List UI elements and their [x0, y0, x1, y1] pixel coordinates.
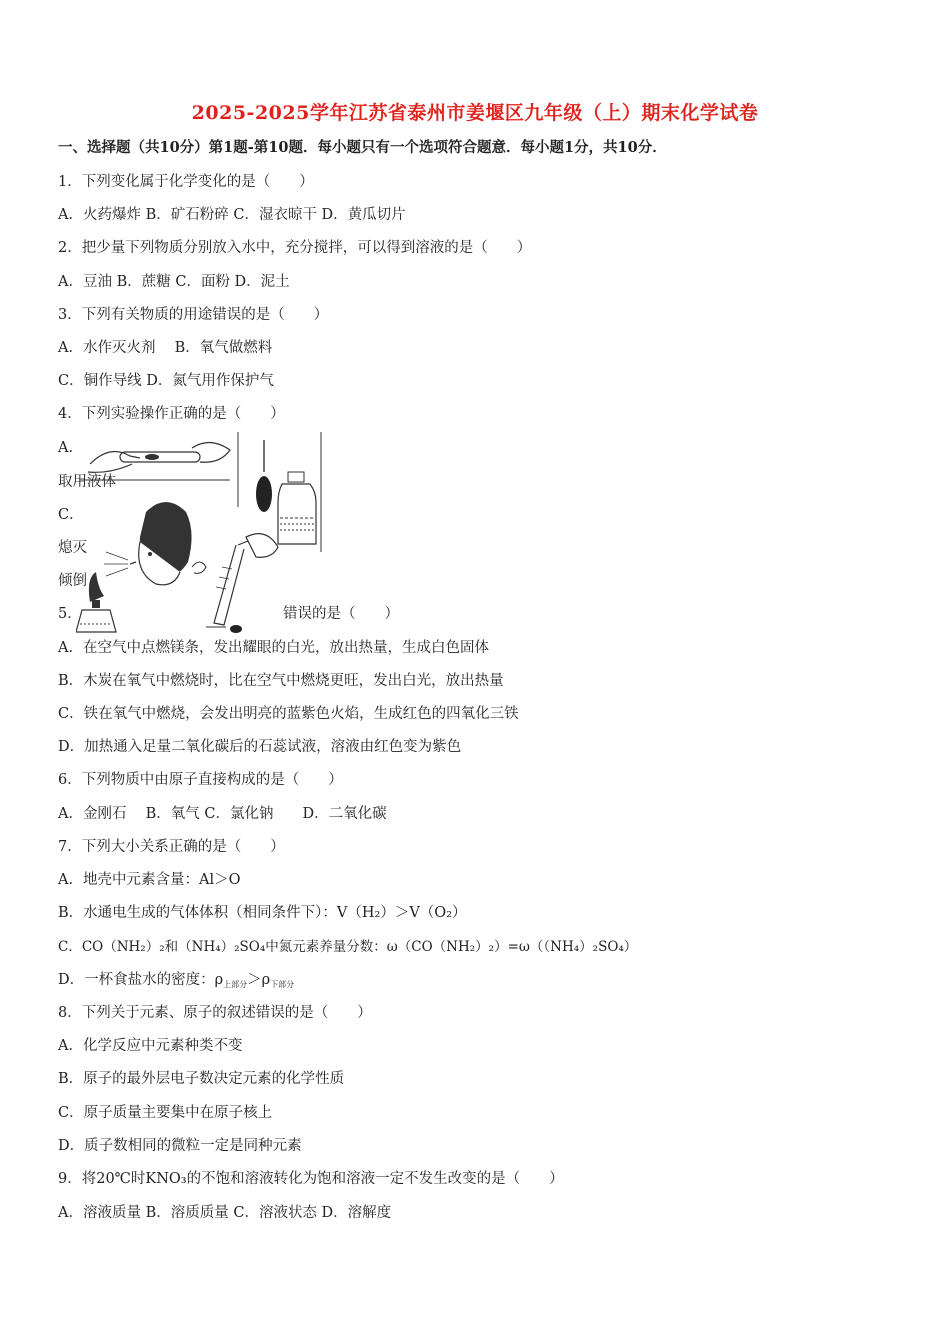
question-7-option-a: A．地壳中元素含量：Al＞O — [58, 872, 241, 888]
question-8-option-d: D．质子数相同的微粒一定是同种元素 — [58, 1138, 302, 1154]
question-7-option-d — [58, 970, 294, 995]
question-5-option-d: D．加热通入足量二氧化碳后的石蕊试液，溶液由红色变为紫色 — [58, 739, 462, 755]
density-top-subscript: 上部分 — [223, 980, 248, 989]
question-7-option-d-compare: ＞ρ — [247, 972, 271, 988]
density-bottom-subscript: 下部分 — [270, 980, 295, 989]
question-1-options: A．火药爆炸 B．矿石粉碎 C．湿衣晾干 D．黄瓜切片 — [58, 207, 406, 223]
question-5-option-a: A．在空气中点燃镁条，发出耀眼的白光，放出热量，生成白色固体 — [58, 640, 489, 656]
question-7-option-c: C．CO（NH₂）₂和（NH₄）₂SO₄中氮元素养量分数：ω（CO（NH₂）₂）=ω（（NH₄）₂SO₄） — [58, 939, 638, 955]
question-4-option-a-label: 取用液体 — [58, 474, 116, 490]
question-3-option-cd: C．铜作导线 D．氮气用作保护气 — [58, 373, 274, 389]
question-8-option-a: A．化学反应中元素种类不变 — [58, 1038, 243, 1054]
question-4-option-d-label: 倾倒 — [58, 573, 87, 589]
question-4: 4．下列实验操作正确的是（ ） — [58, 406, 285, 422]
question-8: 8．下列关于元素、原子的叙述错误的是（ ） — [58, 1005, 372, 1021]
question-7-option-d-text: D．一杯食盐水的密度：ρ — [58, 972, 224, 988]
question-5-number: 5． — [58, 606, 82, 622]
question-5-option-c: C．铁在氧气中燃烧，会发出明亮的蓝紫色火焰，生成红色的四氧化三铁 — [58, 706, 519, 722]
section-heading: 一、选择题（共10分）第1题-第10题．每小题只有一个选项符合题意．每小题1分，共10分． — [58, 139, 667, 156]
question-2: 2．把少量下列物质分别放入水中，充分搅拌，可以得到溶液的是（ ） — [58, 240, 532, 256]
question-6: 6．下列物质中由原子直接构成的是（ ） — [58, 772, 343, 788]
question-3-option-ab: A．水作灭火剂 B．氧气做燃料 — [58, 340, 273, 356]
question-9: 9．将20℃时KNO₃的不饱和溶液转化为饱和溶液一定不发生改变的是（ ） — [58, 1171, 564, 1187]
question-8-option-b: B．原子的最外层电子数决定元素的化学性质 — [58, 1071, 345, 1087]
question-7-option-b: B．水通电生成的气体体积（相同条件下）：V（H₂）＞V（O₂） — [58, 905, 467, 921]
question-5-option-b: B．木炭在氧气中燃烧时，比在空气中燃烧更旺，发出白光，放出热量 — [58, 673, 504, 689]
question-4-option-c-label: 熄灭 — [58, 540, 87, 556]
question-3: 3．下列有关物质的用途错误的是（ ） — [58, 307, 329, 323]
question-2-options: A．豆油 B．蔗糖 C．面粉 D．泥土 — [58, 274, 290, 290]
pouring-figure — [186, 527, 286, 637]
question-9-options: A．溶液质量 B．溶质质量 C．溶液状态 D．溶解度 — [58, 1205, 392, 1221]
question-5: 错误的是（ ） — [283, 606, 399, 622]
question-4-option-a: A． — [58, 440, 83, 456]
experiment-figures — [76, 432, 326, 642]
question-6-options: A．金刚石 B．氧气 C．氯化钠 D．二氧化碳 — [58, 806, 387, 822]
test-tube-figure — [80, 434, 240, 484]
question-8-option-c: C．原子质量主要集中在原子核上 — [58, 1105, 273, 1121]
question-4-option-c: C． — [58, 507, 84, 523]
question-7: 7．下列大小关系正确的是（ ） — [58, 839, 285, 855]
page-title: 2025-2025学年江苏省泰州市姜堰区九年级（上）期末化学试卷 — [191, 102, 759, 124]
question-1: 1．下列变化属于化学变化的是（ ） — [58, 174, 314, 190]
